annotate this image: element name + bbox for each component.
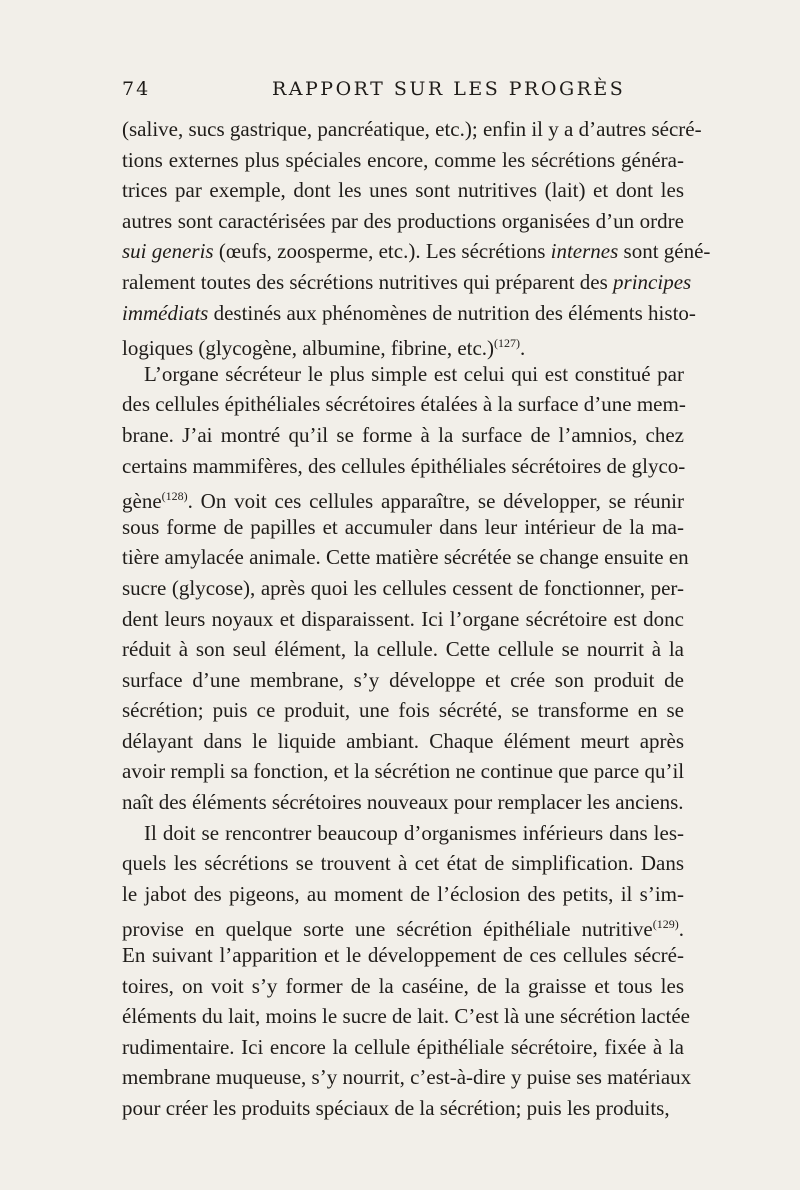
text-line: autres sont caractérisées par des productions organisées d’un ordre <box>122 208 684 233</box>
text-line: surface d’une membrane, s’y développe et crée son produit de <box>122 667 684 692</box>
text-line: naît des éléments sécrétoires nouveaux pour remplacer les anciens. <box>122 790 684 815</box>
text-line: trices par exemple, dont les unes sont nutritives (lait) et dont les <box>122 178 684 203</box>
text-line: immédiats destinés aux phénomènes de nutrition des éléments histo- <box>122 300 696 325</box>
text-line: rudimentaire. Ici encore la cellule épithéliale sécrétoire, fixée à la <box>122 1034 684 1059</box>
text-line: provise en quelque sorte une sécrétion épithéliale nutritive$^{(129)}$. <box>122 917 684 942</box>
text-line: L’organe sécréteur le plus simple est celui qui est constitué par <box>144 361 684 386</box>
text-line: avoir rempli sa fonction, et la sécrétion ne continue que parce qu’il <box>122 759 685 784</box>
text-line: éléments du lait, moins le sucre de lait. C’est là une sécrétion lactée <box>122 1004 690 1029</box>
text-line: réduit à son seul élément, la cellule. Cette cellule se nourrit à la <box>122 637 684 662</box>
text-line: sous forme de papilles et accumuler dans leur intérieur de la ma- <box>122 514 684 539</box>
text-line: logiques (glycogène, albumine, fibrine, etc.)$^{(127)}$. <box>122 336 526 361</box>
running-head: RAPPORT SUR LES PROGRÈS <box>272 78 626 100</box>
text-line: sucre (glycose), après quoi les cellules cessent de fonctionner, per- <box>122 575 684 600</box>
text-line: toires, on voit s’y former de la caséine, de la graisse et tous les <box>122 973 684 998</box>
text-line: brane. J’ai montré qu’il se forme à la surface de l’amnios, chez <box>122 422 684 447</box>
text-line: certains mammifères, des cellules épithéliales sécrétoires de glyco- <box>122 453 686 478</box>
page-number: 74 <box>122 78 151 100</box>
text-line: tière amylacée animale. Cette matière sécrétée se change ensuite en <box>122 545 689 570</box>
text-line: quels les sécrétions se trouvent à cet état de simplification. Dans <box>122 851 684 876</box>
text-line: Il doit se rencontrer beaucoup d’organismes inférieurs dans les- <box>144 820 684 845</box>
text-line: des cellules épithéliales sécrétoires étalées à la surface d’une mem- <box>122 392 686 417</box>
text-line: délayant dans le liquide ambiant. Chaque élément meurt après <box>122 728 684 753</box>
page-header <box>122 78 682 104</box>
text-line: ralement toutes des sécrétions nutritives qui préparent des principes <box>122 269 692 294</box>
text-line: gène$^{(128)}$. On voit ces cellules apparaître, se développer, se réunir <box>122 489 684 514</box>
text-line: dent leurs noyaux et disparaissent. Ici l’organe sécrétoire est donc <box>122 606 684 631</box>
text-line: sui generis (œufs, zoosperme, etc.). Les sécrétions internes sont géné- <box>122 239 711 264</box>
text-line: pour créer les produits spéciaux de la sécrétion; puis les produits, <box>122 1096 670 1120</box>
text-line: (salive, sucs gastrique, pancréatique, etc.); enfin il y a d’autres sécré- <box>122 117 702 141</box>
text-line: le jabot des pigeons, au moment de l’éclosion des petits, il s’im- <box>122 881 684 906</box>
text-line: sécrétion; puis ce produit, une fois sécrété, se transforme en se <box>122 698 684 723</box>
body-text <box>122 114 711 1124</box>
text-line: tions externes plus spéciales encore, comme les sécrétions généra- <box>122 147 684 172</box>
text-line: membrane muqueuse, s’y nourrit, c’est-à-dire y puise ses matériaux <box>122 1065 692 1090</box>
text-line: En suivant l’apparition et le développement de ces cellules sécré- <box>122 943 684 968</box>
